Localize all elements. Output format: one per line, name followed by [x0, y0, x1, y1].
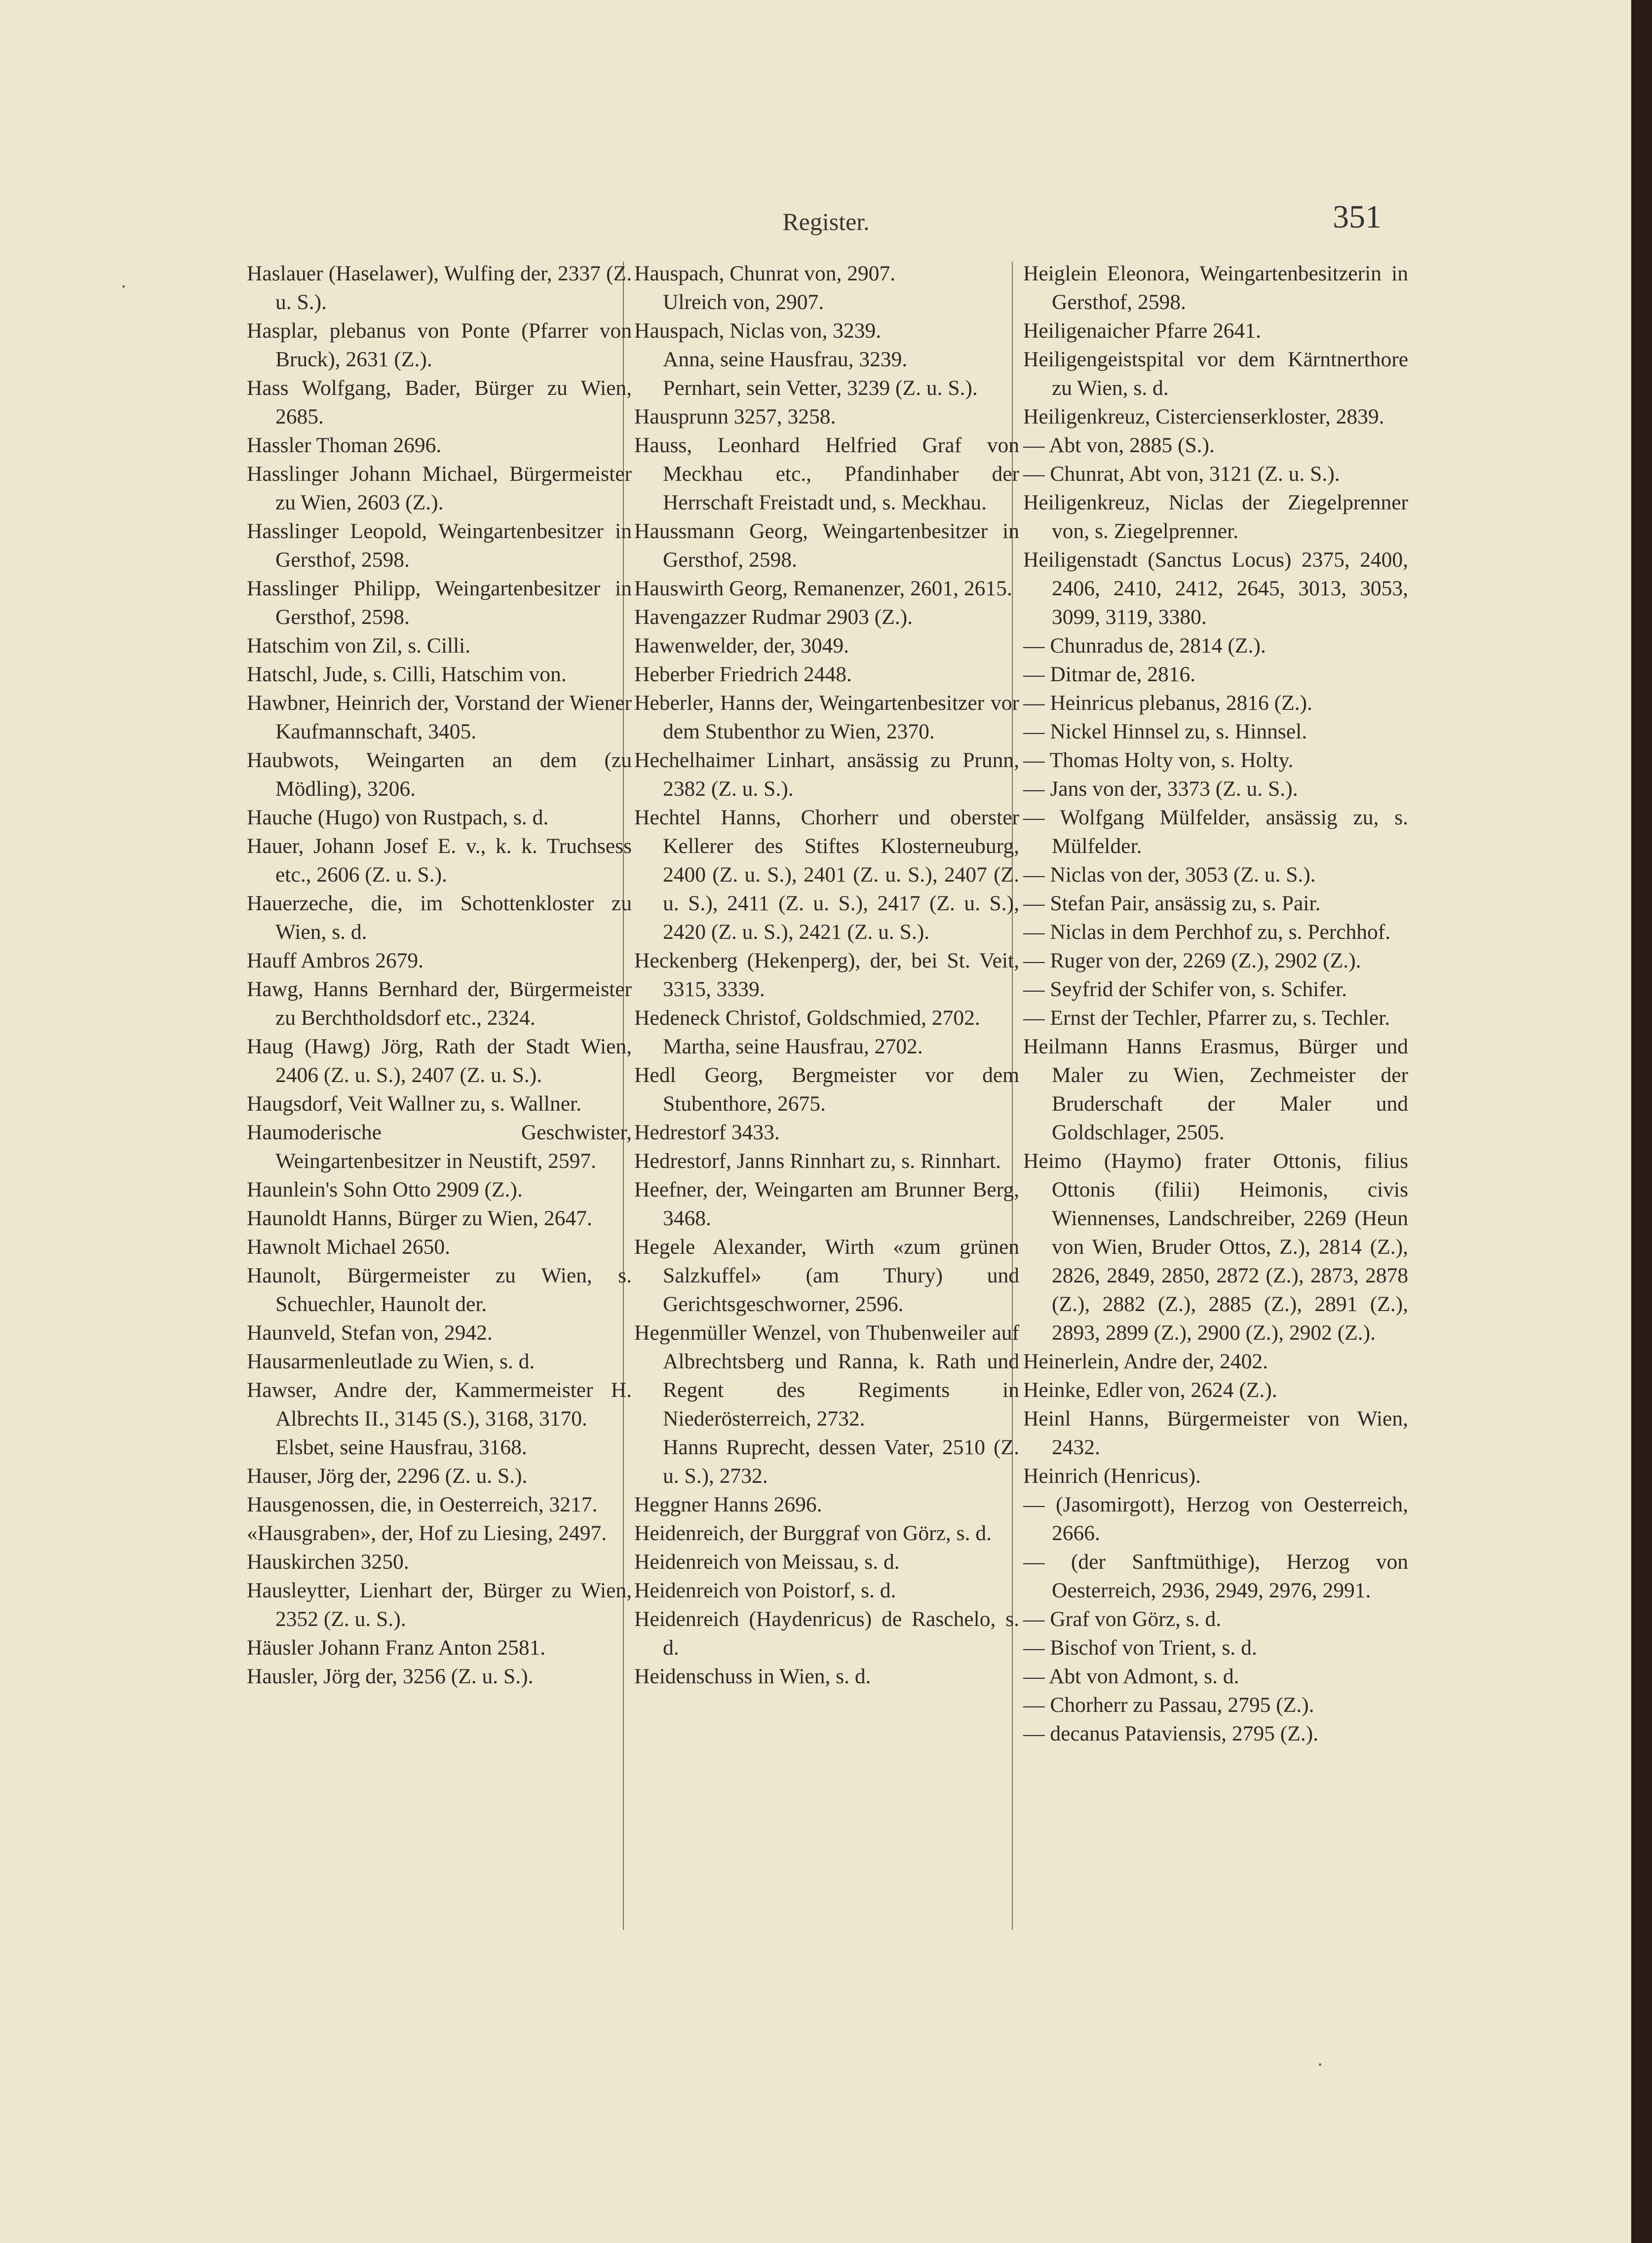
index-entry: Heiligengeistspital vor dem Kärntnerthore zu Wien, s. d.	[1023, 348, 1408, 400]
index-entry: «Hausgraben», der, Hof zu Liesing, 2497.	[247, 1521, 607, 1545]
index-entry: Hedl Georg, Bergmeister vor dem Stubenthore, 2675.	[634, 1063, 1019, 1116]
index-entry: Hauche (Hugo) von Rustpach, s. d.	[247, 806, 549, 829]
index-entry: Haug (Hawg) Jörg, Rath der Stadt Wien, 2406 (Z. u. S.), 2407 (Z. u. S.).	[247, 1035, 632, 1087]
index-entry: Heidenreich, der Burggraf von Görz, s. d.	[634, 1521, 992, 1545]
index-entry: Haunlein's Sohn Otto 2909 (Z.).	[247, 1178, 523, 1201]
index-subentry: Hanns Ruprecht, dessen Vater, 2510 (Z. u. S.), 2732.	[663, 1435, 1019, 1488]
index-entry: Hausleytter, Lienhart der, Bürger zu Wien, 2352 (Z. u. S.).	[247, 1579, 632, 1631]
index-dash-entry: — (Jasomirgott), Herzog von Oesterreich, 2666.	[1023, 1493, 1408, 1545]
index-subentry: Martha, seine Hausfrau, 2702.	[663, 1035, 923, 1058]
index-column-3	[1023, 259, 1408, 1748]
page-number: 351	[1333, 199, 1382, 235]
index-entry: Heiligenaicher Pfarre 2641.	[1023, 319, 1261, 343]
index-dash-entry: — Nickel Hinnsel zu, s. Hinnsel.	[1023, 720, 1307, 743]
index-subentry: Elsbet, seine Hausfrau, 3168.	[275, 1435, 527, 1459]
index-entry: Hegele Alexander, Wirth «zum grünen Salzkuffel» (am Thury) und Gerichtsgeschworner, 2596.	[634, 1235, 1019, 1316]
index-dash-entry: — Chunradus de, 2814 (Z.).	[1023, 634, 1266, 657]
index-entry: Heberber Friedrich 2448.	[634, 662, 852, 686]
index-dash-entry: — Abt von Admont, s. d.	[1023, 1664, 1239, 1688]
index-entry: Hauspach, Chunrat von, 2907.	[634, 262, 896, 285]
index-dash-entry: — (der Sanftmüthige), Herzog von Oesterreich, 2936, 2949, 2976, 2991.	[1023, 1550, 1408, 1602]
index-entry: Hegenmüller Wenzel, von Thubenweiler auf Albrechtsberg und Ranna, k. Rath und Regent des Regiments in Niederösterreich, 2732.	[634, 1321, 1019, 1431]
index-entry: Hatschl, Jude, s. Cilli, Hatschim von.	[247, 662, 567, 686]
index-entry: Heidenreich (Haydenricus) de Raschelo, s. d.	[634, 1607, 1019, 1660]
index-dash-entry: — Ernst der Techler, Pfarrer zu, s. Techler.	[1023, 1006, 1390, 1030]
index-entry: Haumoderische Geschwister, Weingartenbesitzer in Neustift, 2597.	[247, 1121, 632, 1173]
index-entry: Heinke, Edler von, 2624 (Z.).	[1023, 1378, 1277, 1402]
page-edge-shadow	[1631, 0, 1652, 2243]
index-entry: Hatschim von Zil, s. Cilli.	[247, 634, 471, 657]
paper-spot	[122, 285, 125, 288]
index-entry: Hasslinger Leopold, Weingartenbesitzer in Gersthof, 2598.	[247, 519, 632, 572]
index-dash-entry: — Niclas von der, 3053 (Z. u. S.).	[1023, 863, 1316, 887]
index-dash-entry: — Jans von der, 3373 (Z. u. S.).	[1023, 777, 1298, 801]
index-entry: Hawser, Andre der, Kammermeister H. Albrechts II., 3145 (S.), 3168, 3170.	[247, 1378, 632, 1431]
index-entry: Hauspach, Niclas von, 3239.	[634, 319, 882, 343]
index-entry: Hawenwelder, der, 3049.	[634, 634, 849, 657]
index-dash-entry: — Bischof von Trient, s. d.	[1023, 1636, 1257, 1660]
index-dash-entry: — Heinricus plebanus, 2816 (Z.).	[1023, 691, 1312, 715]
index-entry: Hawnolt Michael 2650.	[247, 1235, 450, 1259]
index-entry: Haunoldt Hanns, Bürger zu Wien, 2647.	[247, 1206, 592, 1230]
index-subentry: Ulreich von, 2907.	[663, 290, 824, 314]
index-entry: Hass Wolfgang, Bader, Bürger zu Wien, 2685.	[247, 376, 632, 428]
index-entry: Hawbner, Heinrich der, Vorstand der Wiener Kaufmannschaft, 3405.	[247, 691, 632, 743]
index-entry: Haussmann Georg, Weingartenbesitzer in Gersthof, 2598.	[634, 519, 1019, 572]
index-entry: Heberler, Hanns der, Weingartenbesitzer vor dem Stubenthor zu Wien, 2370.	[634, 691, 1019, 743]
index-dash-entry: — Chunrat, Abt von, 3121 (Z. u. S.).	[1023, 462, 1340, 486]
paper-spot	[1319, 2063, 1321, 2066]
index-entry: Heimo (Haymo) frater Ottonis, filius Ottonis (filii) Heimonis, civis Wiennenses, Landschreiber, 2269 (Heun von Wien, Bruder Ottos, Z.), 2814 (Z.), 2826, 2849, 2850, 2872 (Z.), 2873, 2878 (Z.), 2882 (Z.), 2885 (Z.), 2891 (Z.), 2893, 2899 (Z.), 2900 (Z.), 2902 (Z.).	[1023, 1149, 1408, 1345]
index-entry: Hauff Ambros 2679.	[247, 949, 424, 972]
index-column-1	[247, 259, 632, 1691]
index-entry: Haslauer (Haselawer), Wulfing der, 2337 (Z. u. S.).	[247, 262, 632, 314]
index-subentry: Anna, seine Hausfrau, 3239.	[663, 348, 908, 371]
index-entry: Heidenreich von Poistorf, s. d.	[634, 1579, 896, 1602]
index-column-2	[634, 259, 1019, 1691]
index-entry: Hausprunn 3257, 3258.	[634, 405, 836, 428]
index-entry: Hassler Thoman 2696.	[247, 433, 442, 457]
index-entry: Heiligenstadt (Sanctus Locus) 2375, 2400, 2406, 2410, 2412, 2645, 3013, 3053, 3099, 3119, 3380.	[1023, 548, 1408, 629]
index-entry: Heidenschuss in Wien, s. d.	[634, 1664, 871, 1688]
index-dash-entry: — Stefan Pair, ansässig zu, s. Pair.	[1023, 891, 1321, 915]
index-entry: Haunolt, Bürgermeister zu Wien, s. Schuechler, Haunolt der.	[247, 1264, 632, 1316]
index-entry: Heinrich (Henricus).	[1023, 1464, 1201, 1488]
index-subentry: Pernhart, sein Vetter, 3239 (Z. u. S.).	[663, 376, 978, 400]
index-entry: Hausler, Jörg der, 3256 (Z. u. S.).	[247, 1664, 534, 1688]
index-dash-entry: — Ruger von der, 2269 (Z.), 2902 (Z.).	[1023, 949, 1361, 972]
running-header: Register.	[782, 208, 870, 235]
index-dash-entry: — Seyfrid der Schifer von, s. Schifer.	[1023, 977, 1347, 1001]
index-dash-entry: — Niclas in dem Perchhof zu, s. Perchhof.	[1023, 920, 1391, 944]
index-entry: Heinl Hanns, Bürgermeister von Wien, 2432.	[1023, 1407, 1408, 1459]
index-entry: Hausarmenleutlade zu Wien, s. d.	[247, 1350, 535, 1373]
index-entry: Hausgenossen, die, in Oesterreich, 3217.	[247, 1493, 598, 1516]
index-dash-entry: — Abt von, 2885 (S.).	[1023, 433, 1215, 457]
index-entry: Heilmann Hanns Erasmus, Bürger und Maler zu Wien, Zechmeister der Bruderschaft der Maler und Goldschlager, 2505.	[1023, 1035, 1408, 1144]
index-dash-entry: — Thomas Holty von, s. Holty.	[1023, 748, 1294, 772]
index-entry: Hauerzeche, die, im Schottenkloster zu Wien, s. d.	[247, 891, 632, 944]
index-entry: Hechtel Hanns, Chorherr und oberster Kellerer des Stiftes Klosterneuburg, 2400 (Z. u. S.), 2401 (Z. u. S.), 2407 (Z. u. S.), 2411 (Z. u. S.), 2417 (Z. u. S.), 2420 (Z. u. S.), 2421 (Z. u. S.).	[634, 806, 1019, 944]
index-dash-entry: — Wolfgang Mülfelder, ansässig zu, s. Mülfelder.	[1023, 806, 1408, 858]
index-entry: Hauskirchen 3250.	[247, 1550, 409, 1574]
index-entry: Hauser, Jörg der, 2296 (Z. u. S.).	[247, 1464, 528, 1488]
index-entry: Hedrestorf, Janns Rinnhart zu, s. Rinnhart.	[634, 1149, 1001, 1173]
index-entry: Heckenberg (Hekenperg), der, bei St. Veit, 3315, 3339.	[634, 949, 1019, 1001]
index-entry: Heidenreich von Meissau, s. d.	[634, 1550, 900, 1574]
index-dash-entry: — decanus Pataviensis, 2795 (Z.).	[1023, 1722, 1318, 1745]
index-entry: Hedeneck Christof, Goldschmied, 2702.	[634, 1006, 980, 1030]
index-entry: Haunveld, Stefan von, 2942.	[247, 1321, 493, 1345]
index-entry: Hechelhaimer Linhart, ansässig zu Prunn, 2382 (Z. u. S.).	[634, 748, 1019, 801]
index-entry: Häusler Johann Franz Anton 2581.	[247, 1636, 546, 1660]
index-entry: Heefner, der, Weingarten am Brunner Berg, 3468.	[634, 1178, 1019, 1230]
index-entry: Hasslinger Johann Michael, Bürgermeister zu Wien, 2603 (Z.).	[247, 462, 632, 514]
index-dash-entry: — Chorherr zu Passau, 2795 (Z.).	[1023, 1693, 1314, 1717]
index-dash-entry: — Ditmar de, 2816.	[1023, 662, 1196, 686]
index-dash-entry: — Graf von Görz, s. d.	[1023, 1607, 1222, 1631]
index-entry: Hasplar, plebanus von Ponte (Pfarrer von Bruck), 2631 (Z.).	[247, 319, 632, 371]
index-entry: Haubwots, Weingarten an dem (zu Mödling), 3206.	[247, 748, 632, 801]
index-entry: Heiglein Eleonora, Weingartenbesitzerin in Gersthof, 2598.	[1023, 262, 1408, 314]
index-entry: Heiligenkreuz, Niclas der Ziegelprenner von, s. Ziegelprenner.	[1023, 491, 1408, 543]
index-entry: Havengazzer Rudmar 2903 (Z.).	[634, 605, 913, 629]
index-entry: Haugsdorf, Veit Wallner zu, s. Wallner.	[247, 1092, 581, 1116]
index-entry: Hawg, Hanns Bernhard der, Bürgermeister zu Berchtholdsdorf etc., 2324.	[247, 977, 632, 1030]
index-entry: Heinerlein, Andre der, 2402.	[1023, 1350, 1268, 1373]
index-entry: Hauswirth Georg, Remanenzer, 2601, 2615.	[634, 577, 1012, 600]
index-entry: Hedrestorf 3433.	[634, 1121, 780, 1144]
index-entry: Heiligenkreuz, Cistercienserkloster, 2839.	[1023, 405, 1384, 428]
index-entry: Hasslinger Philipp, Weingartenbesitzer in Gersthof, 2598.	[247, 577, 632, 629]
index-entry: Hauss, Leonhard Helfried Graf von Meckhau etc., Pfandinhaber der Herrschaft Freistadt und, s. Meckhau.	[634, 433, 1019, 514]
index-entry: Hauer, Johann Josef E. v., k. k. Truchsess etc., 2606 (Z. u. S.).	[247, 834, 632, 887]
index-entry: Heggner Hanns 2696.	[634, 1493, 822, 1516]
